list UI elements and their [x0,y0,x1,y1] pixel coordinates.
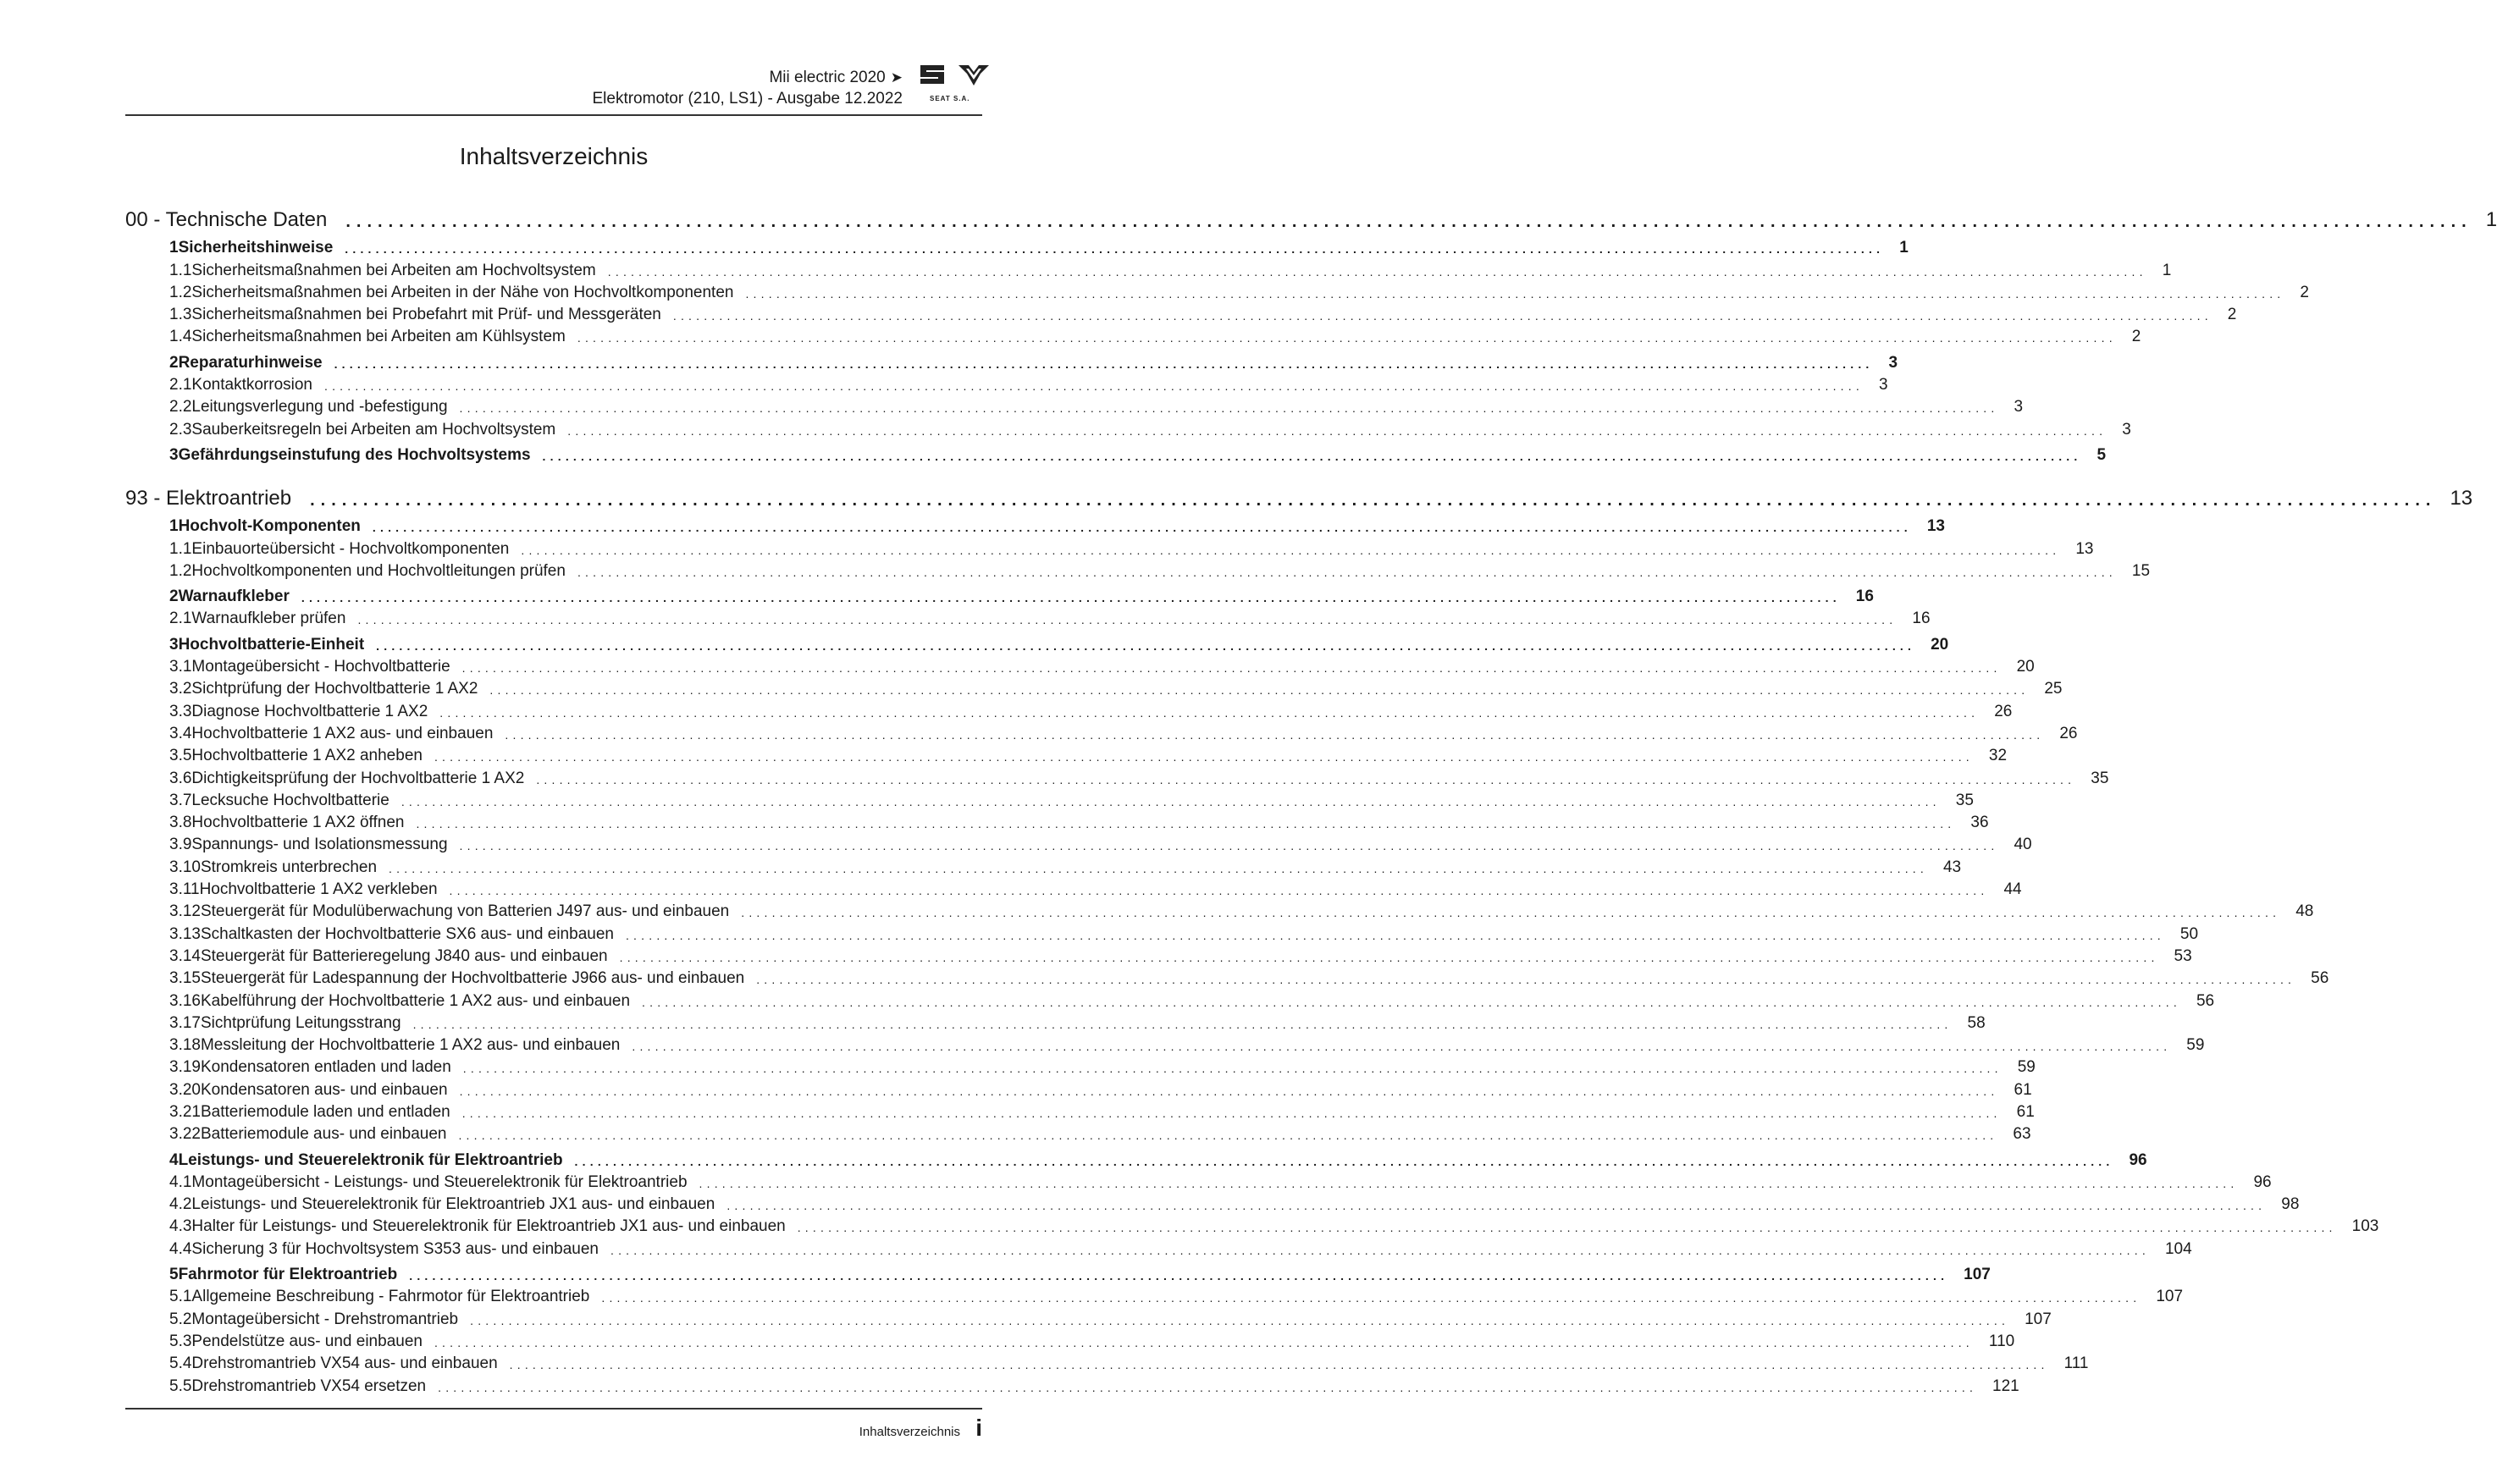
toc-entry[interactable] [125,559,2151,581]
dot-leader: ........................................................................................................................................................................................................ [461,661,2002,676]
section-number: 1 [169,239,179,257]
section-number: 1 [169,517,179,536]
toc-entry[interactable] [125,1373,2019,1395]
dot-leader: ........................................................................................................................................................................................................ [619,950,2159,964]
toc-entry[interactable] [125,1122,2031,1144]
entry-page: 56 [2196,991,2215,1010]
entry-number: 3.16 [169,991,201,1010]
toc-entry[interactable] [125,721,2078,743]
entry-number: 3.5 [169,747,192,765]
dot-leader: ........................................................................................................................................................................................................ [434,1335,1974,1349]
entry-number: 2.1 [169,376,192,394]
entry-title: Diagnose Hochvoltbatterie 1 AX2 [191,702,428,720]
entry-page: 96 [2253,1172,2272,1191]
dot-leader: ........................................................................................................................................................................................................ [459,401,1999,416]
chapter-title: 00 - Technische Daten [125,208,328,231]
toc-entry[interactable] [125,1351,2089,1373]
entry-number: 1.1 [169,261,192,279]
entry-title: Dichtigkeitsprüfung der Hochvoltbatterie 1 AX2 [191,769,525,787]
dot-leader: ........................................................................................................................................................................................................ [459,1084,1999,1098]
entry-title: Sicherheitsmaßnahmen bei Arbeiten in der Nähe von Hochvoltkomponenten [191,283,734,301]
dot-leader: ........................................................................................................................................................................................................ [357,613,1898,627]
entry-number: 2.1 [169,610,192,628]
dot-leader: ........................................................................................................................................................................................................ [462,1062,2003,1076]
dot-leader: ........................................................................................................................................................................................................ [301,591,1841,605]
entry-title: Steuergerät für Batterieregelung J840 aus- und einbauen [200,946,608,965]
dot-leader: ........................................................................................................................................................................................................ [699,1176,2239,1190]
entry-number: 4.4 [169,1239,192,1258]
section-number: 3 [169,635,179,654]
toc-entry[interactable] [125,676,2063,698]
toc-entry[interactable] [125,788,1974,810]
entry-number: 3.6 [169,769,192,787]
toc-section [125,235,2309,346]
entry-title: Spannungs- und Isolationsmessung [191,836,448,854]
toc-entry[interactable] [125,302,2237,324]
dot-leader: ........................................................................................................................................................................................................ [577,331,2117,345]
entry-title: Allgemeine Beschreibung - Fahrmotor für Elektroantrieb [191,1288,590,1306]
dot-leader: ........................................................................................................................................................................................................ [401,794,1941,808]
toc-entry[interactable] [125,417,2131,439]
entry-page: 43 [1942,858,1962,876]
toc-entry[interactable] [125,536,2094,558]
header-divider [125,114,982,116]
toc-entry[interactable] [125,280,2309,302]
entry-page: 26 [1994,702,2013,720]
toc-entry[interactable] [125,988,2215,1010]
entry-page: 3 [2014,398,2024,417]
entry-page: 3 [2122,420,2131,439]
entry-page: 20 [2016,658,2035,676]
dot-leader: ........................................................................................................................................................................................................ [376,638,1916,653]
entry-title: Montageübersicht - Drehstromantrieb [191,1310,459,1328]
entry-title: Einbauorteübersicht - Hochvoltkomponenten [191,539,510,558]
section-page: 1 [1899,239,1909,257]
entry-number: 3.4 [169,724,192,742]
entry-page: 15 [2131,561,2151,580]
entry-page: 36 [1970,814,1989,832]
dot-leader: ........................................................................................................................................................................................................ [756,973,2296,987]
dot-leader: ........................................................................................................................................................................................................ [438,1380,1978,1394]
dot-leader: ........................................................................................................................................................................................................ [434,750,1974,764]
dot-leader: ........................................................................................................................................................................................................ [345,242,1885,257]
toc-entry[interactable] [125,1077,2032,1099]
toc-entry[interactable] [125,1306,2052,1328]
toc-chapter [125,198,2497,465]
entry-page: 53 [2174,946,2192,965]
toc-entry[interactable] [125,1033,2205,1055]
entry-number: 5.4 [169,1354,192,1373]
dot-leader: ........................................................................................................................................................................................................ [389,861,1928,875]
toc-entry[interactable] [125,654,2035,676]
entry-title: Sicherheitsmaßnahmen bei Probefahrt mit Prüf- und Messgeräten [191,306,661,324]
dot-leader: ........................................................................................................................................................................................................ [726,1199,2267,1213]
entry-page: 35 [2091,769,2109,787]
entry-number: 3.15 [169,969,201,988]
toc-entry[interactable] [125,743,2008,765]
entry-number: 3.2 [169,680,192,698]
toc-entry[interactable] [125,899,2314,921]
toc-entry[interactable] [125,372,1888,394]
entry-number: 4.1 [169,1172,192,1191]
arrow-right-icon: ➤ [890,69,903,86]
section-row[interactable] [125,235,1909,257]
dot-leader: ........................................................................................................................................................................................................ [372,521,1912,535]
entry-number: 3.18 [169,1036,201,1055]
entry-number: 1.3 [169,306,192,324]
toc-entry[interactable] [125,324,2141,346]
entry-number: 5.2 [169,1310,192,1328]
entry-title: Sichtprüfung Leitungsstrang [200,1013,401,1032]
entry-title: Hochvoltkomponenten und Hochvoltleitungen prüfen [191,561,566,580]
dot-leader: ........................................................................................................................................................................................................ [345,212,2472,231]
entry-number: 2.3 [169,420,192,439]
toc-section [125,514,2151,581]
entry-page: 107 [2156,1288,2184,1306]
entry-page: 25 [2044,680,2063,698]
toc-entry[interactable] [125,1214,2379,1236]
toc-entry[interactable] [125,810,1989,832]
entry-title: Hochvoltbatterie 1 AX2 anheben [191,747,423,765]
entry-page: 107 [2025,1310,2052,1328]
entry-page: 58 [1967,1013,1986,1032]
toc-section [125,632,2329,1144]
section-number: 2 [169,588,179,606]
dot-leader: ........................................................................................................................................................................................................ [536,772,2076,786]
entry-page: 98 [2281,1195,2300,1214]
entry-page: 13 [2075,539,2094,558]
dot-leader: ........................................................................................................................................................................................................ [449,884,1989,898]
chapter-page: 1 [2485,208,2497,231]
entry-title: Montageübersicht - Leistungs- und Steuerelektronik für Elektroantrieb [191,1172,688,1191]
entry-number: 1.2 [169,561,192,580]
entry-number: 4.2 [169,1195,192,1214]
entry-page: 111 [2063,1354,2089,1373]
dot-leader: ........................................................................................................................................................................................................ [625,928,2165,942]
entry-title: Pendelstütze aus- und einbauen [191,1332,423,1350]
toc-entry[interactable] [125,1011,1986,1033]
dot-leader: ........................................................................................................................................................................................................ [567,423,2108,438]
section-title: Sicherheitshinweise [178,239,334,257]
entry-page: 35 [1955,791,1974,809]
entry-title: Sichtprüfung der Hochvoltbatterie 1 AX2 [191,680,478,698]
entry-title: Kondensatoren aus- und einbauen [200,1080,448,1099]
entry-number: 3.11 [169,880,200,899]
entry-page: 32 [1988,747,2008,765]
entry-number: 3.12 [169,902,201,921]
section-page: 16 [1855,588,1874,606]
dot-leader: ........................................................................................................................................................................................................ [459,839,1999,853]
section-page: 5 [2096,445,2107,464]
entry-number: 3.7 [169,791,192,809]
entry-number: 3.14 [169,946,201,965]
toc-entry[interactable] [125,1055,2036,1077]
entry-page: 56 [2311,969,2329,988]
entry-page: 110 [1988,1332,2015,1350]
entry-title: Warnaufkleber prüfen [191,610,346,628]
dot-leader: ........................................................................................................................................................................................................ [672,309,2212,323]
entry-title: Hochvoltbatterie 1 AX2 aus- und einbauen [191,724,494,742]
header-model [769,69,903,87]
entry-number: 3.20 [169,1080,201,1099]
toc-section [125,584,1931,629]
section-page: 13 [1926,517,1945,536]
section-row[interactable] [125,1262,1991,1284]
section-row[interactable] [125,443,2107,465]
entry-title: Batteriemodule laden und entladen [200,1102,450,1121]
entry-number: 3.8 [169,814,192,832]
toc-entry[interactable] [125,832,2032,854]
entry-title: Leistungs- und Steuerelektronik für Elektroantrieb JX1 aus- und einbauen [191,1195,715,1214]
entry-number: 1.4 [169,328,192,346]
dot-leader: ........................................................................................................................................................................................................ [521,543,2061,557]
section-number: 5 [169,1266,179,1284]
dot-leader: ........................................................................................................................................................................................................ [505,727,2045,742]
toc-section [125,1262,2184,1396]
entry-number: 3.21 [169,1102,201,1121]
entry-title: Kontaktkorrosion [191,376,312,394]
entry-page: 16 [1912,610,1931,628]
section-number: 3 [169,445,179,464]
section-title: Hochvolt-Komponenten [178,517,361,536]
dot-leader: ........................................................................................................................................................................................................ [574,1154,2114,1168]
toc-entry[interactable] [125,1236,2192,1258]
toc-entry[interactable] [125,1329,2015,1351]
toc-entry[interactable] [125,877,2022,899]
toc-entry[interactable] [125,921,2199,943]
entry-number: 3.19 [169,1058,201,1077]
section-row[interactable] [125,1147,2147,1169]
dot-leader: ........................................................................................................................................................................................................ [577,565,2117,579]
section-row[interactable] [125,514,1945,536]
chapter-row[interactable] [125,198,2497,232]
dot-leader: ........................................................................................................................................................................................................ [461,1106,2002,1120]
entry-number: 3.9 [169,836,192,854]
dot-leader: ........................................................................................................................................................................................................ [310,490,2437,510]
toc-entry[interactable] [125,966,2329,988]
toc-section [125,1147,2379,1258]
header-subtitle: Elektromotor (210, LS1) - Ausgabe 12.2022 [592,90,903,108]
toc-entry[interactable] [125,765,2109,787]
entry-title: Montageübersicht - Hochvoltbatterie [191,658,450,676]
entry-title: Steuergerät für Modulüberwachung von Batterien J497 aus- und einbauen [200,902,730,921]
entry-title: Drehstromantrieb VX54 aus- und einbauen [191,1354,498,1373]
entry-title: Sicherheitsmaßnahmen bei Arbeiten am Kühlsystem [191,328,566,346]
entry-page: 61 [2014,1080,2032,1099]
section-page: 96 [2129,1150,2147,1169]
toc-entry[interactable] [125,394,2024,417]
entry-title: Kondensatoren entladen und laden [200,1058,451,1077]
toc-entry[interactable] [125,1192,2300,1214]
seat-logo [916,63,999,105]
entry-page: 50 [2179,924,2199,943]
toc-entry[interactable] [125,606,1931,628]
entry-title: Drehstromantrieb VX54 ersetzen [191,1376,427,1395]
section-title: Leistungs- und Steuerelektronik für Elektroantrieb [178,1150,563,1169]
dot-leader: ........................................................................................................................................................................................................ [741,906,2281,920]
entry-page: 104 [2164,1239,2192,1258]
entry-page: 61 [2016,1102,2035,1121]
dot-leader: ........................................................................................................................................................................................................ [334,356,1874,371]
footer-divider [125,1408,982,1410]
section-title: Hochvoltbatterie-Einheit [178,635,365,654]
entry-title: Steuergerät für Ladespannung der Hochvoltbatterie J966 aus- und einbauen [200,969,745,988]
toc-entry[interactable] [125,1170,2272,1192]
dot-leader: ........................................................................................................................................................................................................ [439,705,1980,720]
dot-leader: ........................................................................................................................................................................................................ [470,1313,2010,1327]
cupra-logo-icon [957,63,991,88]
dot-leader: ........................................................................................................................................................................................................ [607,264,2147,279]
dot-leader: ........................................................................................................................................................................................................ [642,995,2181,1009]
entry-number: 1.1 [169,539,192,558]
chapter-page: 13 [2450,486,2473,510]
entry-title: Halter für Leistungs- und Steuerelektronik für Elektroantrieb JX1 aus- und einbauen [191,1217,786,1236]
entry-title: Stromkreis unterbrechen [200,858,378,876]
entry-number: 3.17 [169,1013,201,1032]
entry-page: 2 [2300,283,2309,301]
toc-entry[interactable] [125,854,1962,876]
toc-entry[interactable] [125,1100,2035,1122]
entry-page: 103 [2351,1217,2379,1236]
entry-number: 5.3 [169,1332,192,1350]
entry-page: 1 [2162,261,2172,279]
entry-number: 5.5 [169,1376,192,1395]
entry-title: Kabelführung der Hochvoltbatterie 1 AX2 aus- und einbauen [200,991,631,1010]
section-row[interactable] [125,584,1874,606]
entry-page: 44 [2003,880,2022,899]
entry-title: Hochvoltbatterie 1 AX2 öffnen [191,814,405,832]
dot-leader: ........................................................................................................................................................................................................ [745,286,2285,301]
toc-entry[interactable] [125,1284,2184,1306]
brand-name: SEAT S.A. [930,95,970,102]
page-title: Inhaltsverzeichnis [459,143,649,169]
entry-number: 3.3 [169,702,192,720]
footer-label: Inhaltsverzeichnis [859,1425,960,1439]
dot-leader: ........................................................................................................................................................................................................ [542,449,2082,463]
entry-number: 4.3 [169,1217,192,1236]
entry-page: 40 [2014,836,2032,854]
dot-leader: ........................................................................................................................................................................................................ [416,817,1956,831]
section-title: Gefährdungseinstufung des Hochvoltsystems [178,445,531,464]
toc-entry[interactable] [125,944,2192,966]
entry-number: 3.1 [169,658,192,676]
dot-leader: ........................................................................................................................................................................................................ [489,683,2030,698]
entry-title: Sauberkeitsregeln bei Arbeiten am Hochvoltsystem [191,420,556,439]
header-model-text: Mii electric 2020 [769,69,886,86]
dot-leader: ........................................................................................................................................................................................................ [409,1269,1949,1283]
section-page: 3 [1888,353,1898,372]
entry-page: 121 [1992,1376,2019,1395]
entry-number: 3.10 [169,858,201,876]
dot-leader: ........................................................................................................................................................................................................ [610,1243,2150,1257]
section-row[interactable] [125,632,1949,654]
entry-title: Sicherung 3 für Hochvoltsystem S353 aus- und einbauen [191,1239,599,1258]
entry-page: 63 [2013,1125,2031,1144]
entry-title: Messleitung der Hochvoltbatterie 1 AX2 aus- und einbauen [200,1036,621,1055]
dot-leader: ........................................................................................................................................................................................................ [509,1358,2049,1372]
dot-leader: ........................................................................................................................................................................................................ [797,1221,2337,1235]
section-title: Fahrmotor für Elektroantrieb [178,1266,398,1284]
chapter-row[interactable] [125,477,2473,510]
entry-page: 2 [2227,306,2237,324]
entry-number: 3.13 [169,924,201,943]
toc-section [125,350,2131,439]
entry-title: Lecksuche Hochvoltbatterie [191,791,389,809]
entry-title: Batteriemodule aus- und einbauen [200,1125,447,1144]
entry-page: 59 [2186,1036,2205,1055]
entry-title: Leitungsverlegung und -befestigung [191,398,448,417]
section-page: 107 [1964,1266,1991,1284]
chapter-title: 93 - Elektroantrieb [125,486,292,510]
dot-leader: ........................................................................................................................................................................................................ [601,1291,2141,1305]
toc-section [125,443,2107,465]
entry-title: Schaltkasten der Hochvoltbatterie SX6 aus- und einbauen [200,924,614,943]
entry-title: Sicherheitsmaßnahmen bei Arbeiten am Hochvoltsystem [191,261,596,279]
entry-number: 3.22 [169,1125,201,1144]
dot-leader: ........................................................................................................................................................................................................ [458,1128,1998,1143]
dot-leader: ........................................................................................................................................................................................................ [632,1040,2172,1054]
entry-page: 59 [2017,1058,2036,1077]
table-of-contents [125,198,2497,1408]
section-page: 20 [1931,635,1949,654]
section-title: Reparaturhinweise [178,353,323,372]
section-number: 2 [169,353,179,372]
dot-leader: ........................................................................................................................................................................................................ [412,1017,1953,1031]
entry-page: 26 [2059,724,2078,742]
entry-page: 2 [2131,328,2141,346]
section-title: Warnaufkleber [178,588,290,606]
footer-page-number: i [975,1415,982,1441]
entry-number: 2.2 [169,398,192,417]
toc-entry[interactable] [125,257,2172,279]
entry-number: 5.1 [169,1288,192,1306]
section-row[interactable] [125,350,1898,372]
dot-leader: ........................................................................................................................................................................................................ [324,379,1864,394]
seat-s-logo-icon [918,63,947,86]
entry-number: 1.2 [169,283,192,301]
entry-page: 48 [2295,902,2314,921]
entry-title: Hochvoltbatterie 1 AX2 verkleben [199,880,438,899]
toc-chapter [125,477,2473,1396]
section-number: 4 [169,1150,179,1169]
toc-entry[interactable] [125,698,2013,720]
entry-page: 3 [1878,376,1888,394]
